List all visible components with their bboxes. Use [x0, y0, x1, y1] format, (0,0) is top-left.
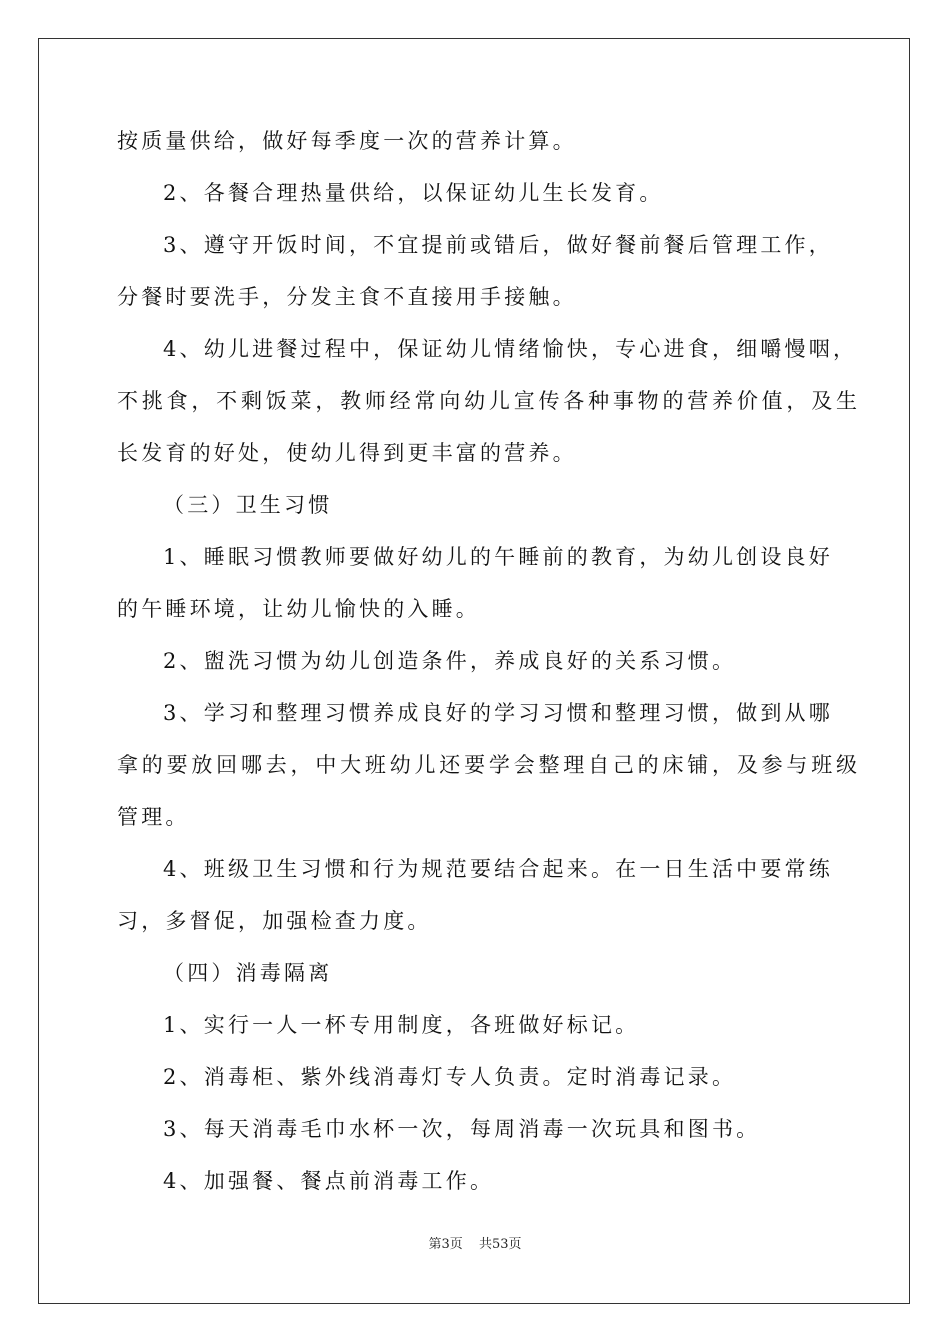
- text-line: 拿的要放回哪去，中大班幼儿还要学会整理自己的床铺，及参与班级: [117, 753, 857, 777]
- text-line: 按质量供给，做好每季度一次的营养计算。: [117, 129, 577, 153]
- text-line: 4、幼儿进餐过程中，保证幼儿情绪愉快，专心进食，细嚼慢咽，: [163, 337, 858, 361]
- text-line: 的午睡环境，让幼儿愉快的入睡。: [117, 597, 480, 621]
- text-line: 长发育的好处，使幼儿得到更丰富的营养。: [117, 441, 577, 465]
- text-line: 管理。: [117, 805, 190, 829]
- page-total: 共53页: [478, 1237, 522, 1252]
- text-line: 4、加强餐、餐点前消毒工作。: [163, 1169, 495, 1193]
- text-line: 2、消毒柜、紫外线消毒灯专人负责。定时消毒记录。: [163, 1065, 737, 1089]
- text-line: 习，多督促，加强检查力度。: [117, 909, 432, 933]
- text-line: 1、睡眠习惯教师要做好幼儿的午睡前的教育，为幼儿创设良好: [163, 545, 833, 569]
- text-line: 2、各餐合理热量供给，以保证幼儿生长发育。: [163, 181, 664, 205]
- text-line: 3、学习和整理习惯养成良好的学习习惯和整理习惯，做到从哪: [163, 701, 833, 725]
- text-line: 4、班级卫生习惯和行为规范要结合起来。在一日生活中要常练: [163, 857, 833, 881]
- page-number: 第3页: [428, 1237, 463, 1252]
- text-line: 2、盥洗习惯为幼儿创造条件，养成良好的关系习惯。: [163, 649, 737, 673]
- text-line: 1、实行一人一杯专用制度，各班做好标记。: [163, 1013, 640, 1037]
- section-heading: （三）卫生习惯: [163, 493, 333, 517]
- text-line: 3、每天消毒毛巾水杯一次，每周消毒一次玩具和图书。: [163, 1117, 761, 1141]
- page-footer: [0, 1236, 950, 1254]
- text-line: 分餐时要洗手，分发主食不直接用手接触。: [117, 285, 577, 309]
- text-line: 不挑食，不剩饭菜，教师经常向幼儿宣传各种事物的营养价值，及生: [117, 389, 857, 413]
- text-line: 3、遵守开饭时间，不宜提前或错后，做好餐前餐后管理工作，: [163, 233, 833, 257]
- section-heading: （四）消毒隔离: [163, 961, 333, 985]
